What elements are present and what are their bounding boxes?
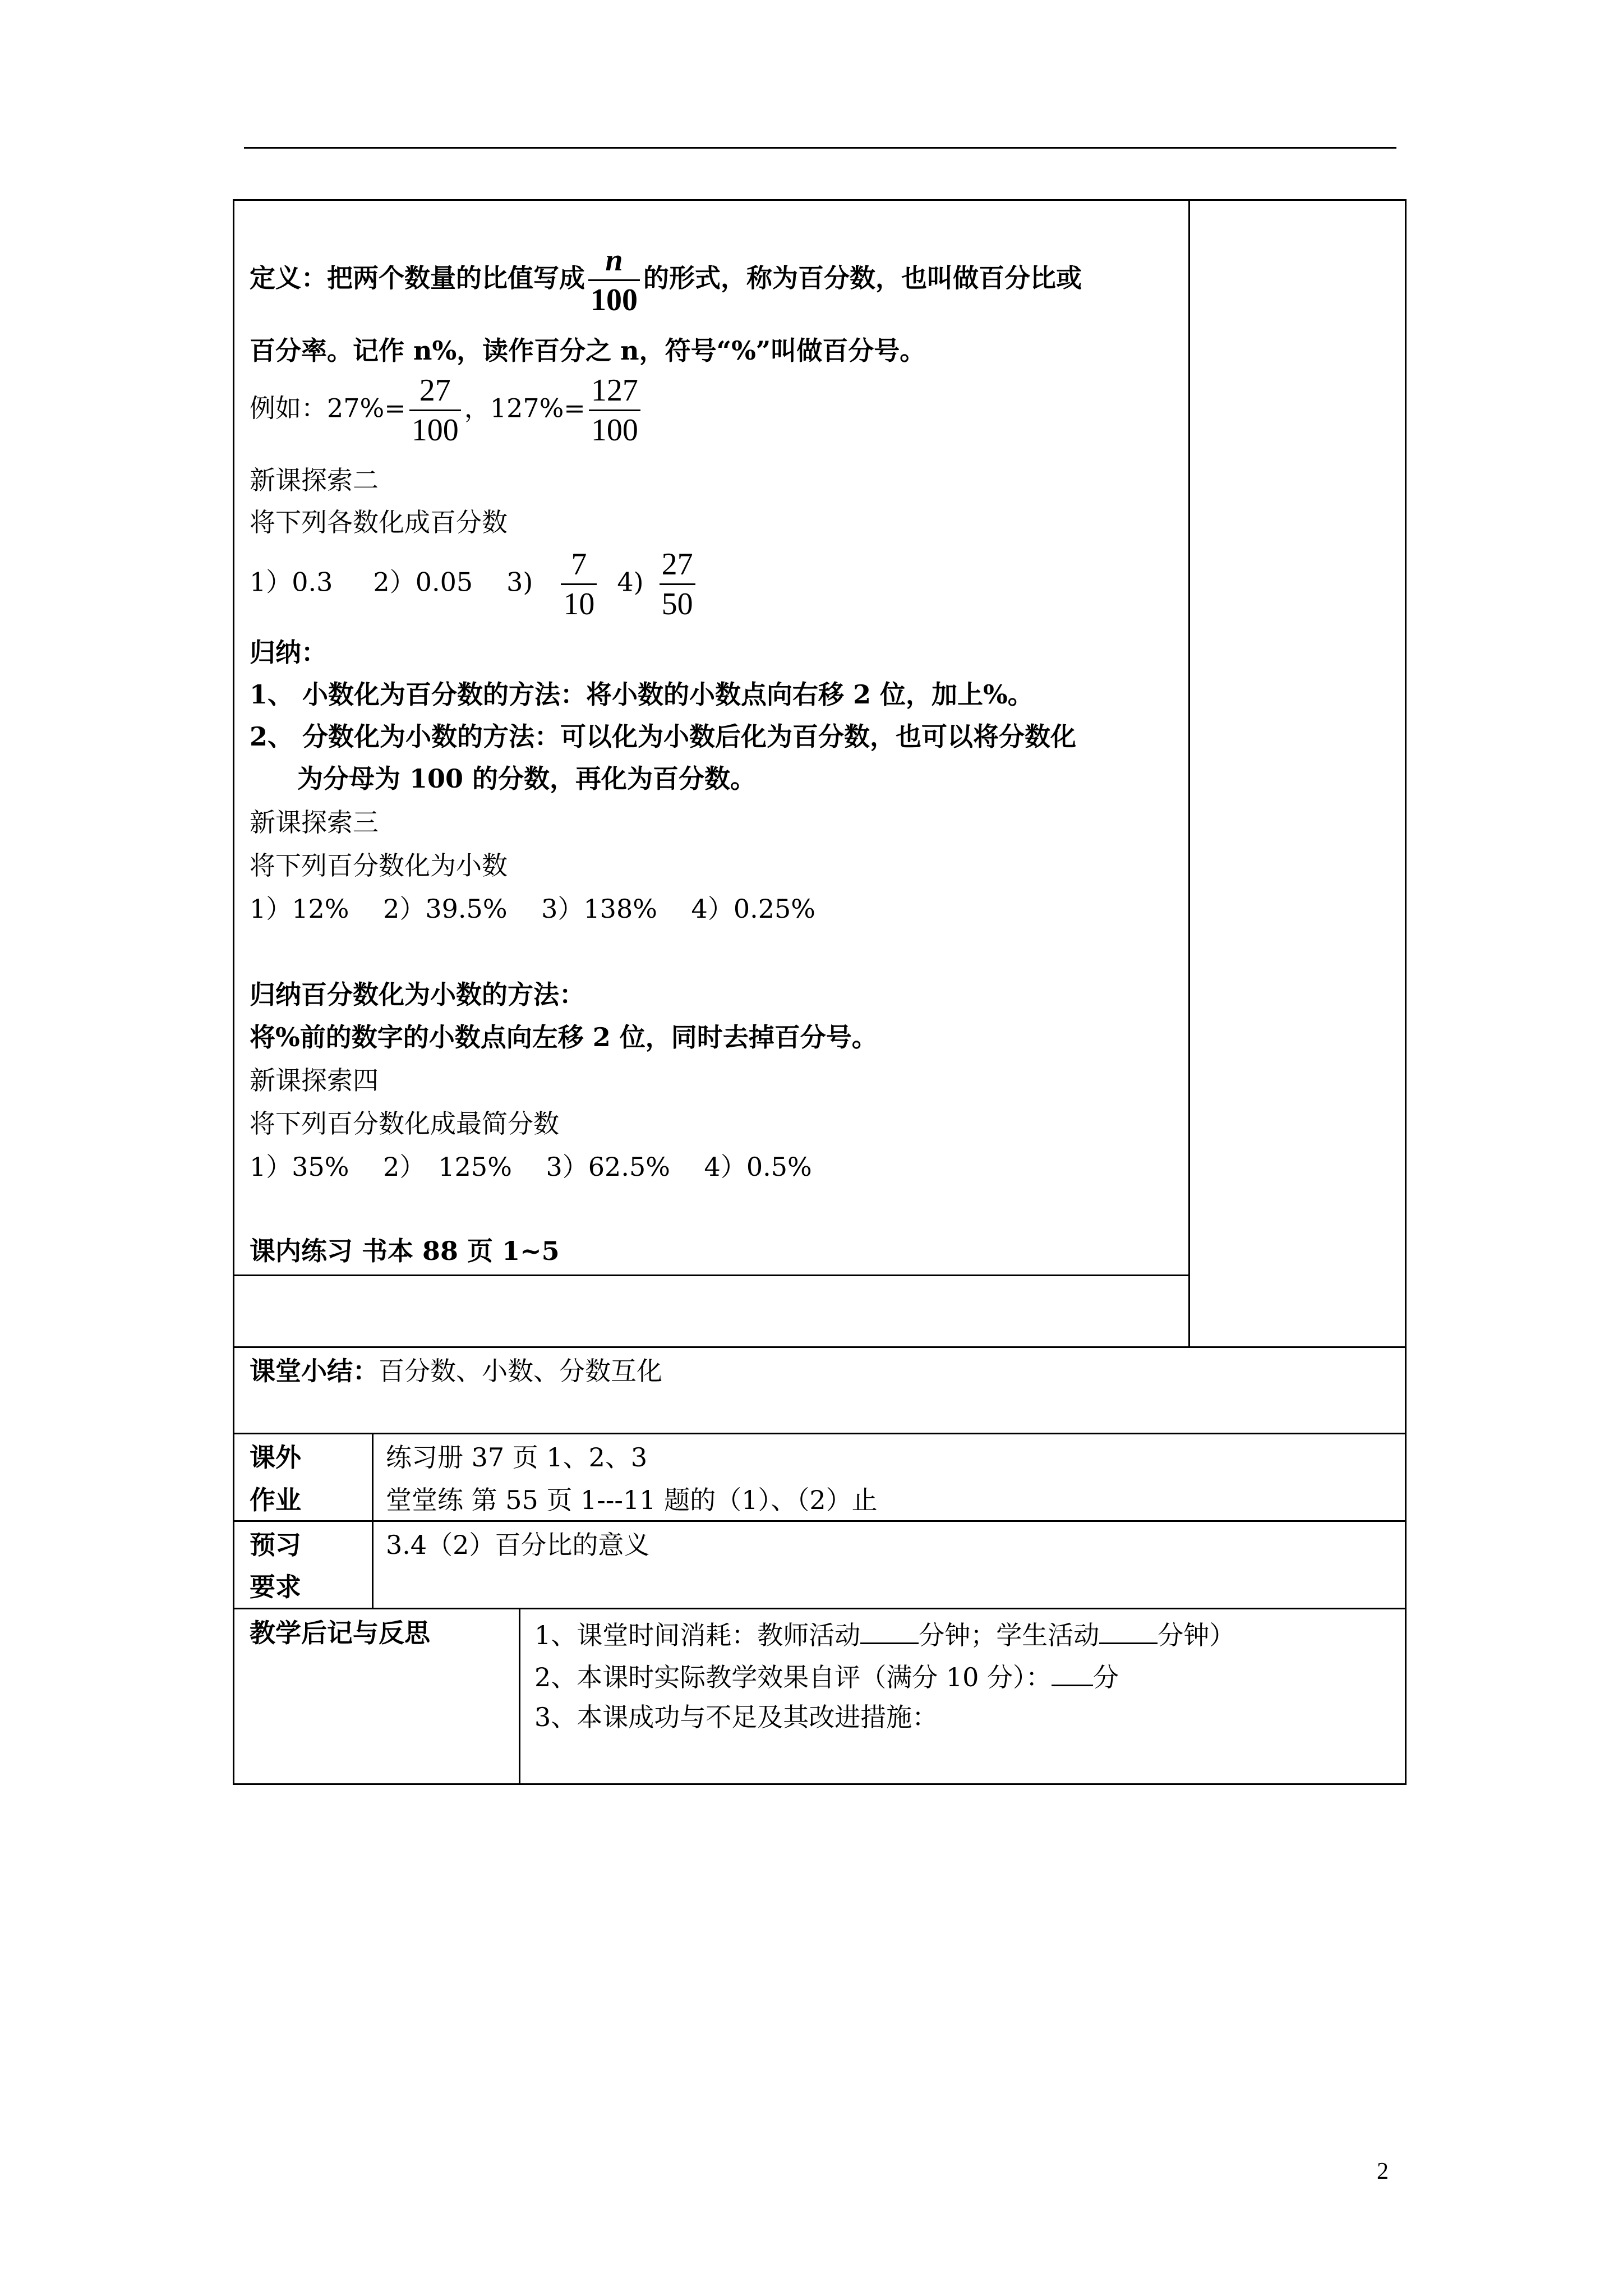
homework-label-b: 作业 bbox=[250, 1485, 301, 1515]
fraction-127-over-100: $\frac{127}{100}$ bbox=[589, 375, 640, 446]
reflection-line1: 1、课堂时间消耗：教师活动 分钟；学生活动 分钟） bbox=[534, 1620, 1235, 1650]
homework-line2: 堂堂练 第 55 页 1---11 题的（1）、（2）止 bbox=[386, 1485, 878, 1515]
section4-title: 新课探索四 bbox=[250, 1065, 379, 1096]
summary1-title: 归纳： bbox=[250, 637, 327, 668]
fraction-n-over-100: $\frac{n}{100}$ bbox=[588, 245, 640, 316]
section3-task: 将下列百分数化为小数 bbox=[250, 850, 508, 881]
teacher-minutes-blank[interactable] bbox=[860, 1620, 919, 1644]
homework-label-divider bbox=[372, 1433, 374, 1609]
section2-items: 1）0.3 2）0.05 3) $\frac{7}{10}$ 4) $\frac{27}{50}$ bbox=[250, 549, 699, 620]
student-minutes-blank[interactable] bbox=[1099, 1620, 1158, 1644]
example-line: 例如：27%= $\frac{27}{100}$ ，127%= $\frac{127}{100}$ bbox=[250, 375, 644, 446]
section4-task: 将下列百分数化成最简分数 bbox=[250, 1108, 559, 1139]
row-divider-practice bbox=[233, 1274, 1190, 1276]
page-number: 2 bbox=[1377, 2159, 1389, 2184]
definition-line2: 百分率。记作 n%，读作百分之 n，符号“%”叫做百分号。 bbox=[250, 335, 926, 366]
practice-line: 课内练习 书本 88 页 1~5 bbox=[250, 1236, 560, 1266]
reflection-line2: 2、本课时实际教学效果自评（满分 10 分）： 分 bbox=[534, 1662, 1119, 1692]
reflection-line3: 3、本课成功与不足及其改进措施： bbox=[534, 1702, 938, 1732]
fraction-27-over-100: $\frac{27}{100}$ bbox=[409, 375, 461, 446]
header-rule bbox=[244, 147, 1396, 149]
summary1-point2b: 为分母为 100 的分数，再化为百分数。 bbox=[297, 763, 757, 794]
section2-task: 将下列各数化成百分数 bbox=[250, 507, 508, 537]
class-summary: 课堂小结：百分数、小数、分数互化 bbox=[250, 1356, 662, 1386]
self-score-blank[interactable] bbox=[1052, 1662, 1093, 1686]
preview-label-a: 预习 bbox=[250, 1530, 301, 1560]
row-divider-reflection bbox=[233, 1608, 1407, 1609]
summary1-point1: 1、 小数化为百分数的方法：将小数的小数点向右移 2 位，加上%。 bbox=[250, 679, 1034, 710]
summary2-title: 归纳百分数化为小数的方法： bbox=[250, 979, 585, 1010]
section3-title: 新课探索三 bbox=[250, 807, 379, 838]
row-divider-preview bbox=[233, 1520, 1407, 1522]
summary2-text: 将%前的数字的小数点向左移 2 位，同时去掉百分号。 bbox=[250, 1022, 878, 1052]
homework-label-a: 课外 bbox=[250, 1442, 301, 1473]
reflection-label: 教学后记与反思 bbox=[250, 1618, 430, 1648]
definition-line1: 定义：把两个数量的比值写成 $\frac{n}{100}$ 的形式，称为百分数，也叫做百分比或 bbox=[250, 243, 1082, 318]
row-divider-summary bbox=[233, 1346, 1407, 1348]
margin-column-divider bbox=[1188, 199, 1190, 1348]
preview-text: 3.4（2）百分比的意义 bbox=[386, 1530, 650, 1560]
row-divider-homework bbox=[233, 1433, 1407, 1434]
reflection-label-divider bbox=[519, 1608, 520, 1785]
section2-title: 新课探索二 bbox=[250, 465, 379, 495]
homework-line1: 练习册 37 页 1、2、3 bbox=[386, 1442, 648, 1473]
fraction-7-over-10: $\frac{7}{10}$ bbox=[561, 549, 597, 620]
fraction-27-over-50: $\frac{27}{50}$ bbox=[660, 549, 695, 620]
summary1-point2a: 2、 分数化为小数的方法：可以化为小数后化为百分数，也可以将分数化 bbox=[250, 721, 1077, 752]
section4-items: 1）35% 2） 125% 3）62.5% 4）0.5% bbox=[250, 1152, 812, 1182]
section3-items: 1）12% 2）39.5% 3）138% 4）0.25% bbox=[250, 894, 815, 924]
preview-label-b: 要求 bbox=[250, 1572, 301, 1602]
